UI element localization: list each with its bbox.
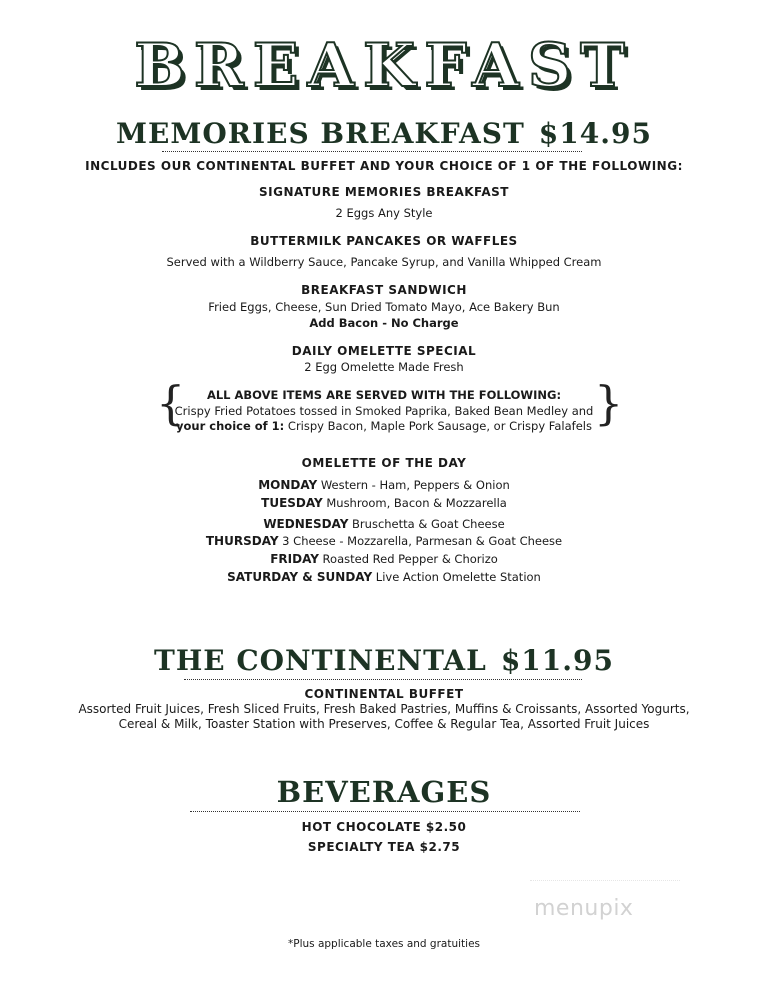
continental-price: $11.95 <box>500 644 614 677</box>
day-special: 3 Cheese - Mozzarella, Parmesan & Goat Cheese <box>278 534 563 548</box>
day-name: FRIDAY <box>270 552 319 566</box>
continental-heading: CONTINENTAL BUFFET <box>304 687 464 701</box>
omelette-day-row <box>0 517 768 531</box>
menu-item-desc: Fried Eggs, Cheese, Sun Dried Tomato Mayo, Ace Bakery Bun <box>208 300 560 314</box>
continental-line: Cereal & Milk, Toaster Station with Preserves, Coffee & Regular Tea, Assorted Fruit Juices <box>118 717 650 731</box>
menu-item-name: BREAKFAST SANDWICH <box>301 283 467 297</box>
day-special: Live Action Omelette Station <box>372 570 541 584</box>
memories-breakfast-name: MEMORIES BREAKFAST <box>116 117 525 150</box>
continental-name: THE CONTINENTAL <box>153 644 487 677</box>
served-with-heading: ALL ABOVE ITEMS ARE SERVED WITH THE FOLLOWING: <box>206 388 562 402</box>
beverage-item: SPECIALTY TEA $2.75 <box>307 840 461 854</box>
omelette-heading: OMELETTE OF THE DAY <box>301 456 467 470</box>
watermark-decoration <box>530 880 680 884</box>
served-with-choice <box>0 419 768 433</box>
beverage-item: HOT CHOCOLATE $2.50 <box>301 820 467 834</box>
day-special: Bruschetta & Goat Cheese <box>348 517 505 531</box>
omelette-day-row <box>0 534 768 548</box>
day-name: THURSDAY <box>205 534 279 548</box>
omelette-day-row <box>0 496 768 510</box>
continental-line: Assorted Fruit Juices, Fresh Sliced Fruits, Fresh Baked Pastries, Muffins & Croissants, Assorted Yogurts, <box>78 702 690 716</box>
beverages-title: BEVERAGES <box>276 775 492 809</box>
menu-item-desc: Served with a Wildberry Sauce, Pancake Syrup, and Vanilla Whipped Cream <box>166 255 602 269</box>
day-name: WEDNESDAY <box>263 517 349 531</box>
day-name: MONDAY <box>258 478 318 492</box>
includes-text: INCLUDES OUR CONTINENTAL BUFFET AND YOUR CHOICE OF 1 OF THE FOLLOWING: <box>85 159 683 173</box>
day-special: Mushroom, Bacon & Mozzarella <box>322 496 507 510</box>
memories-breakfast-title <box>0 117 768 150</box>
menu-item-desc: 2 Eggs Any Style <box>335 206 433 220</box>
day-name: SATURDAY & SUNDAY <box>227 570 373 584</box>
memories-breakfast-price: $14.95 <box>538 117 652 150</box>
right-brace-icon: } <box>594 376 624 430</box>
menu-item-name: DAILY OMELETTE SPECIAL <box>291 344 477 358</box>
footnote: *Plus applicable taxes and gratuities <box>287 938 481 950</box>
divider-dotted <box>190 811 580 812</box>
day-special: Roasted Red Pepper & Chorizo <box>318 552 498 566</box>
divider-dotted <box>184 679 582 680</box>
menu-item-name: BUTTERMILK PANCAKES OR WAFFLES <box>250 234 518 248</box>
choice-text: Crispy Bacon, Maple Pork Sausage, or Crispy Falafels <box>284 419 592 433</box>
continental-title <box>0 644 768 677</box>
day-name: TUESDAY <box>261 496 323 510</box>
menu-item-note: Add Bacon - No Charge <box>309 316 459 330</box>
divider-dotted <box>162 151 582 152</box>
menu-item-desc: 2 Egg Omelette Made Fresh <box>304 360 464 374</box>
omelette-day-row <box>0 478 768 492</box>
omelette-day-row <box>0 552 768 566</box>
watermark-logo: menupix <box>534 896 634 921</box>
left-brace-icon: { <box>156 376 186 430</box>
choice-label: your choice of 1: <box>176 419 285 433</box>
served-with-line: Crispy Fried Potatoes tossed in Smoked Paprika, Baked Bean Medley and <box>174 404 594 418</box>
omelette-day-row <box>0 570 768 584</box>
page-title: BREAKFAST <box>134 31 634 101</box>
menu-item-name: SIGNATURE MEMORIES BREAKFAST <box>258 185 509 199</box>
day-special: Western - Ham, Peppers & Onion <box>317 478 510 492</box>
